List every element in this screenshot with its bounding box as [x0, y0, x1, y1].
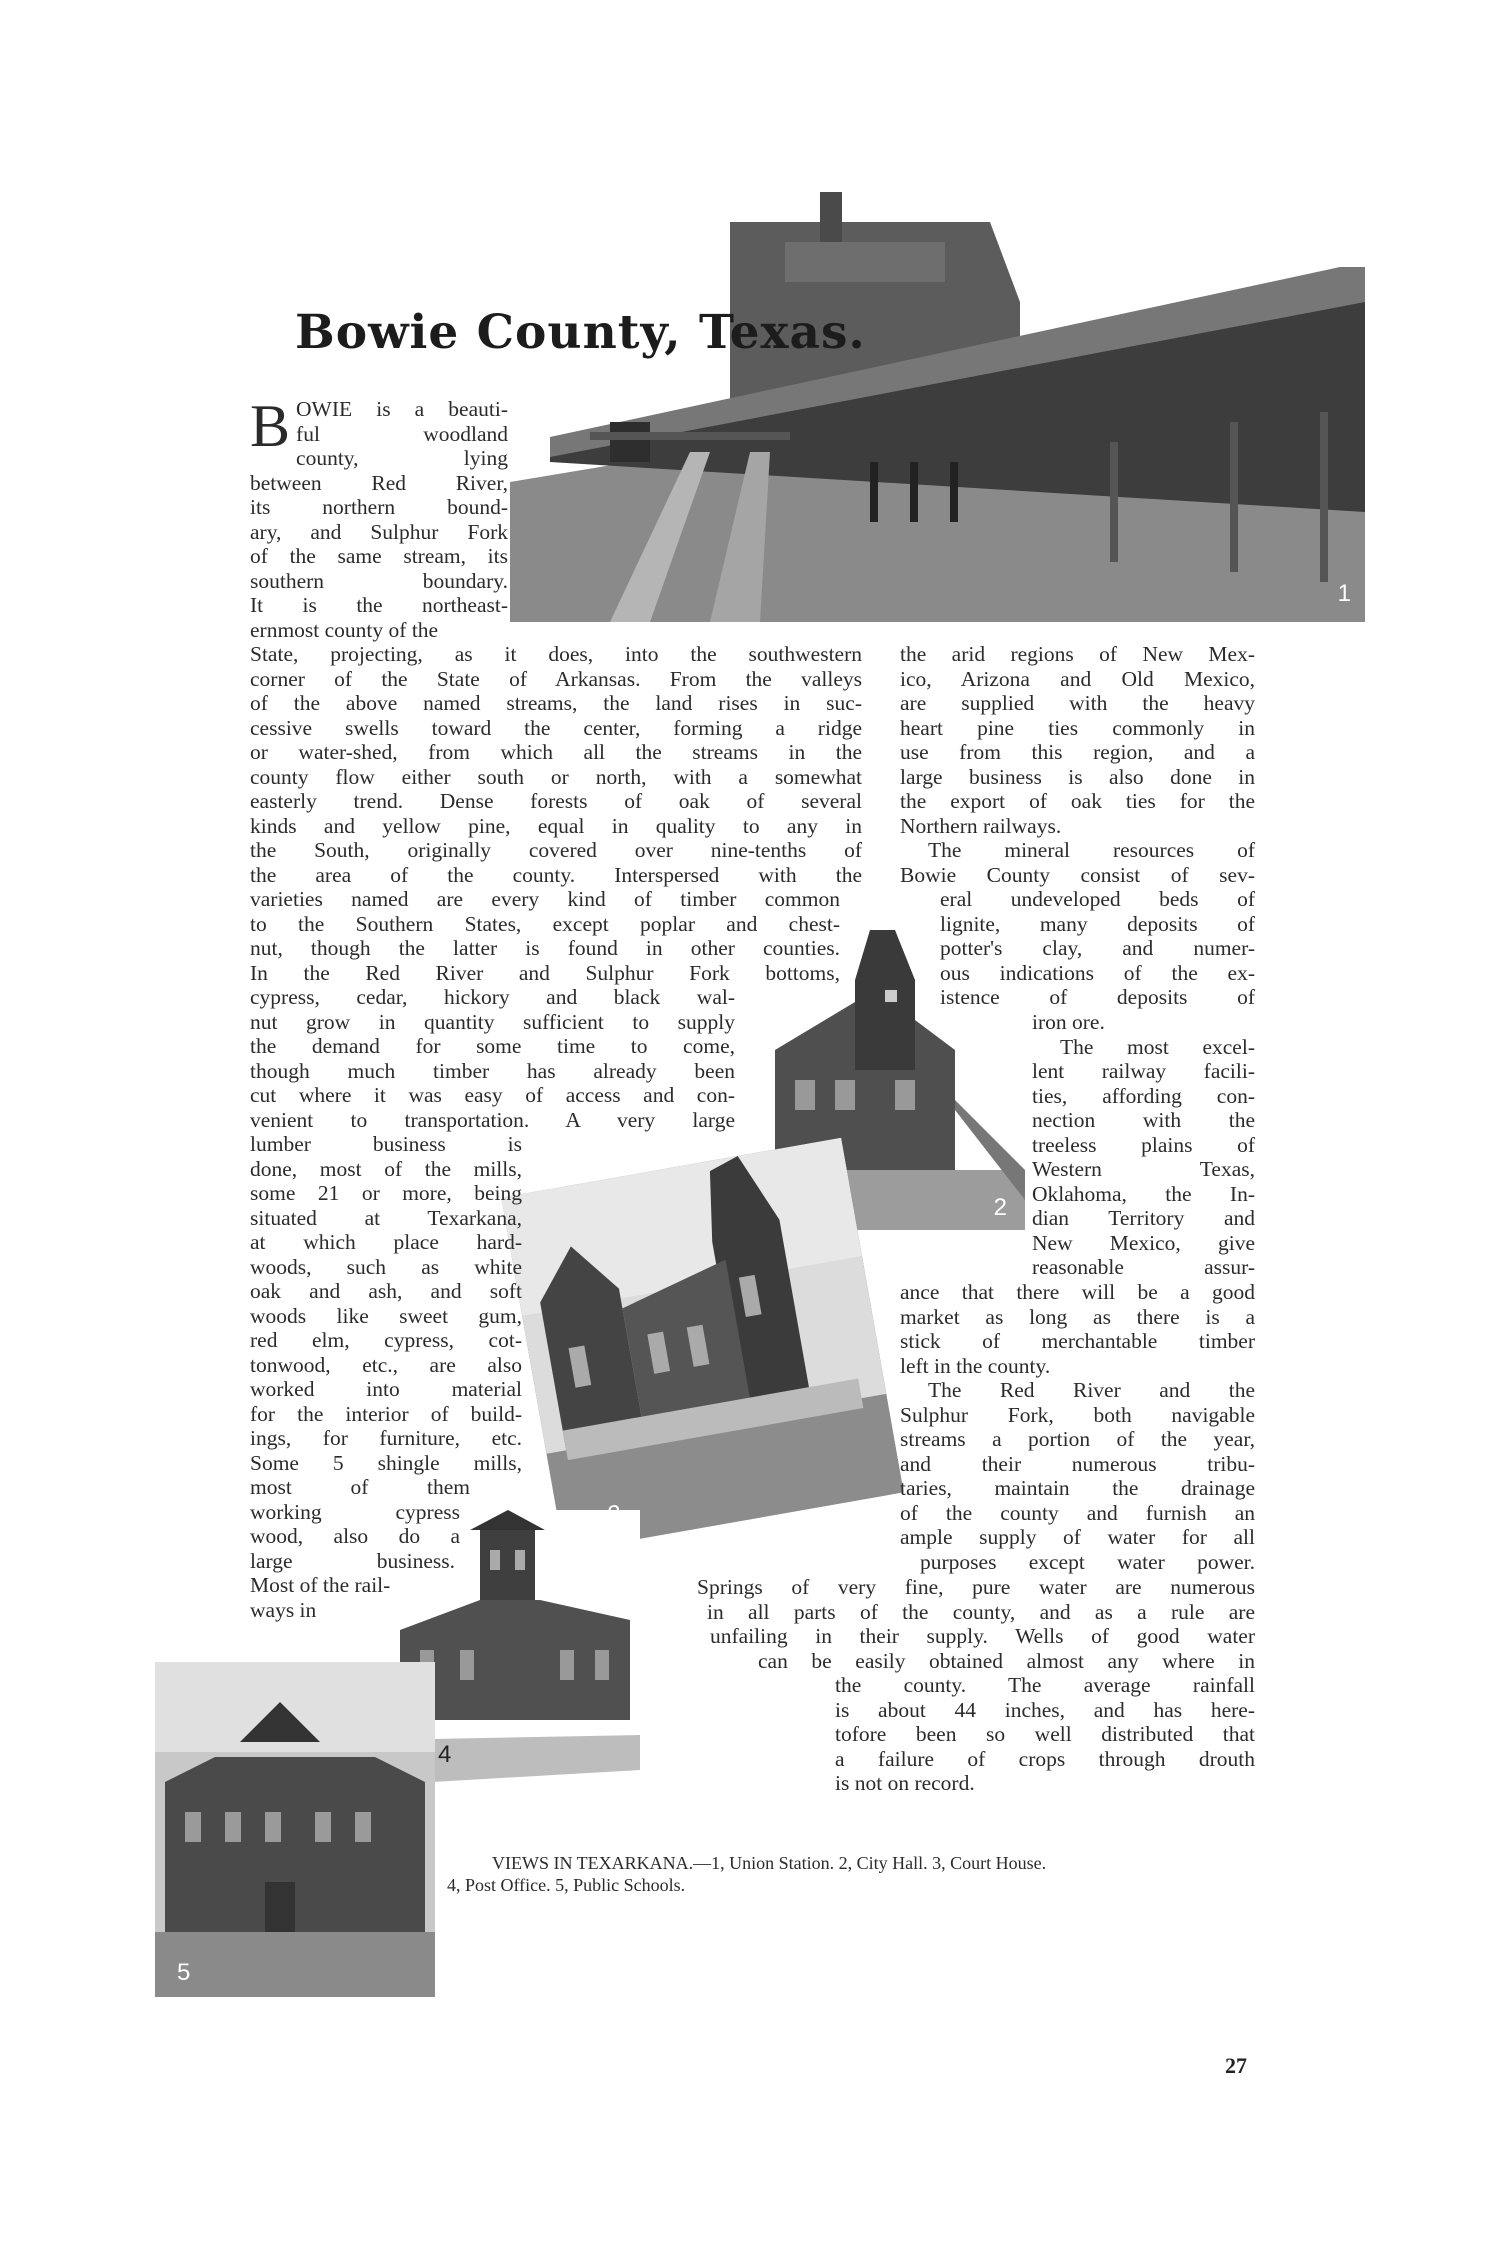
column-2-text-wide [697, 1575, 1255, 1673]
text-line: ary, and Sulphur Fork [250, 519, 508, 544]
photo-public-schools [155, 1662, 435, 1997]
text-line: are supplied with the heavy [900, 691, 1255, 715]
text-line: nut, though the latter is found in other counties. [250, 936, 840, 960]
text-line: ways in [250, 1597, 317, 1622]
text-line: tonwood, etc., are also [250, 1352, 522, 1377]
photo-caption [447, 1852, 1257, 1896]
text-line: Springs of very fine, pure water are numerous [697, 1575, 1255, 1599]
column-2-text [900, 642, 1255, 887]
page-title: Bowie County, Texas. [295, 305, 866, 360]
text-line: iron ore. [1032, 1010, 1105, 1034]
text-line: of the same stream, its [250, 544, 508, 568]
text-line: red elm, cypress, cot- [250, 1328, 522, 1352]
text-line: The most excel- [1060, 1034, 1255, 1059]
text-line: nection with the [1032, 1108, 1255, 1132]
public-schools-illustration [155, 1662, 435, 1997]
column-2-text-narrow [1032, 1010, 1255, 1280]
text-line: cypress, cedar, hickory and black wal- [250, 985, 735, 1009]
text-line: county flow either south or north, with a somewhat [250, 764, 862, 789]
text-line: easterly trend. Dense forests of oak of several [250, 789, 862, 813]
text-line: working cypress [250, 1499, 460, 1524]
photo-number: 5 [177, 1959, 191, 1986]
text-line: is not on record. [835, 1771, 975, 1795]
text-line: market as long as there is a [900, 1304, 1255, 1329]
text-line: woods like sweet gum, [250, 1303, 522, 1328]
text-line: oak and ash, and soft [250, 1279, 522, 1303]
text-line: Sulphur Fork, both navigable [900, 1402, 1255, 1427]
text-line: or water-shed, from which all the streams in the [250, 740, 862, 764]
text-line: tofore been so well distributed that [835, 1722, 1255, 1746]
text-line: southern boundary. [250, 568, 508, 593]
text-line: ties, affording con- [1032, 1083, 1255, 1108]
column-2-text-mid [940, 887, 1255, 1010]
text-line: dian Territory and [1032, 1206, 1255, 1230]
text-line: treeless plains of [1032, 1132, 1255, 1157]
text-line: ernmost county of the [250, 617, 439, 642]
text-line: The Red River and the [928, 1378, 1255, 1402]
text-line: streams a portion of the year, [900, 1427, 1255, 1451]
text-line: large business. [250, 1548, 455, 1573]
text-line: ings, for furniture, etc. [250, 1426, 522, 1450]
text-line: left in the county. [900, 1353, 1051, 1378]
text-line: The mineral resources of [928, 838, 1255, 862]
text-line: lignite, many deposits of [940, 911, 1255, 936]
text-line: county, lying [296, 446, 508, 470]
text-line: It is the northeast- [250, 593, 508, 617]
text-line: kinds and yellow pine, equal in quality to any in [250, 813, 862, 838]
text-line: OWIE is a beauti- [296, 397, 508, 421]
text-line: of the county and furnish an [900, 1500, 1255, 1525]
text-line: nut grow in quantity sufficient to supply [250, 1009, 735, 1034]
text-line: venient to transportation. A very large [250, 1107, 735, 1132]
text-line: though much timber has already been [250, 1058, 735, 1083]
text-line: ico, Arizona and Old Mexico, [900, 666, 1255, 691]
photo-number: 2 [993, 1194, 1007, 1221]
text-line: Some 5 shingle mills, [250, 1450, 522, 1475]
column-1-text-narrow [250, 1132, 522, 1622]
text-line: wood, also do a [250, 1524, 460, 1548]
text-line: large business is also done in [900, 764, 1255, 789]
drop-cap: B [250, 393, 291, 459]
text-line: the demand for some time to come, [250, 1034, 735, 1058]
text-line: Bowie County consist of sev- [900, 862, 1255, 887]
text-line: worked into material [250, 1377, 522, 1401]
text-line: the area of the county. Interspersed with the [250, 862, 862, 887]
text-line: cessive swells toward the center, forming a ridge [250, 715, 862, 740]
text-line: some 21 or more, being [250, 1181, 522, 1205]
text-line: Western Texas, [1032, 1157, 1255, 1181]
page-number: 27 [1225, 2053, 1247, 2078]
intro-paragraph [250, 393, 508, 642]
text-line: Northern railways. [900, 813, 1062, 838]
text-line: the export of oak ties for the [900, 789, 1255, 813]
photo-union-station [510, 182, 1365, 622]
text-line: lumber business is [250, 1132, 522, 1156]
text-line: corner of the State of Arkansas. From the valleys [250, 666, 862, 691]
caption-line: 4, Post Office. 5, Public Schools. [447, 1875, 686, 1895]
text-line: a failure of crops through drouth [835, 1746, 1255, 1771]
text-line: woods, such as white [250, 1254, 522, 1279]
photo-number: 1 [1337, 580, 1351, 607]
photo-court-house [501, 1138, 903, 1552]
text-line: unfailing in their supply. Wells of good water [710, 1624, 1255, 1648]
caption-line: VIEWS IN TEXARKANA.—1, Union Station. 2, City Hall. 3, Court House. [492, 1853, 1047, 1873]
court-house-illustration [501, 1138, 903, 1552]
text-line: the arid regions of New Mex- [900, 642, 1255, 666]
text-line: Oklahoma, the In- [1032, 1181, 1255, 1206]
column-1-text-mid [250, 985, 735, 1132]
text-line: stick of merchantable timber [900, 1329, 1255, 1353]
text-line: istence of deposits of [940, 985, 1255, 1009]
text-line: the South, originally covered over nine-tenths of [250, 838, 862, 862]
text-line: for the interior of build- [250, 1401, 522, 1426]
text-line: of the above named streams, the land rises in suc- [250, 691, 862, 715]
column-1-text [250, 642, 862, 985]
text-line: eral undeveloped beds of [940, 887, 1255, 911]
column-2-text-end [835, 1673, 1255, 1796]
text-line: at which place hard- [250, 1230, 522, 1254]
text-line: State, projecting, as it does, into the southwestern [250, 642, 862, 666]
text-line: done, most of the mills, [250, 1156, 522, 1181]
photo-number: 4 [438, 1741, 452, 1768]
text-line: In the Red River and Sulphur Fork bottoms, [250, 960, 840, 985]
text-line: taries, maintain the drainage [900, 1476, 1255, 1500]
text-line: between Red River, [250, 470, 508, 495]
text-line: potter's clay, and numer- [940, 936, 1255, 960]
text-line: ful woodland [296, 421, 508, 446]
text-line: to the Southern States, except poplar and chest- [250, 911, 840, 936]
text-line: most of them [250, 1475, 470, 1499]
text-line: varieties named are every kind of timber common [250, 887, 840, 911]
text-line: Most of the rail- [250, 1573, 391, 1597]
text-line: reasonable assur- [1032, 1255, 1255, 1279]
text-line: its northern bound- [250, 495, 508, 519]
column-2-text-lower [900, 1280, 1255, 1574]
union-station-illustration [510, 182, 1365, 622]
text-line: lent railway facili- [1032, 1059, 1255, 1083]
text-line: use from this region, and a [900, 740, 1255, 764]
text-line: and their numerous tribu- [900, 1451, 1255, 1476]
text-line: New Mexico, give [1032, 1230, 1255, 1255]
text-line: in all parts of the county, and as a rule are [707, 1599, 1255, 1624]
text-line: heart pine ties commonly in [900, 715, 1255, 740]
text-line: ance that there will be a good [900, 1280, 1255, 1304]
text-line: situated at Texarkana, [250, 1205, 522, 1230]
text-line: purposes except water power. [920, 1549, 1255, 1574]
text-line: ous indications of the ex- [940, 960, 1255, 985]
text-line: cut where it was easy of access and con- [250, 1083, 735, 1107]
text-line: the county. The average rainfall [835, 1673, 1255, 1697]
text-line: ample supply of water for all [900, 1525, 1255, 1549]
text-line: is about 44 inches, and has here- [835, 1697, 1255, 1722]
text-line: can be easily obtained almost any where in [758, 1648, 1255, 1673]
